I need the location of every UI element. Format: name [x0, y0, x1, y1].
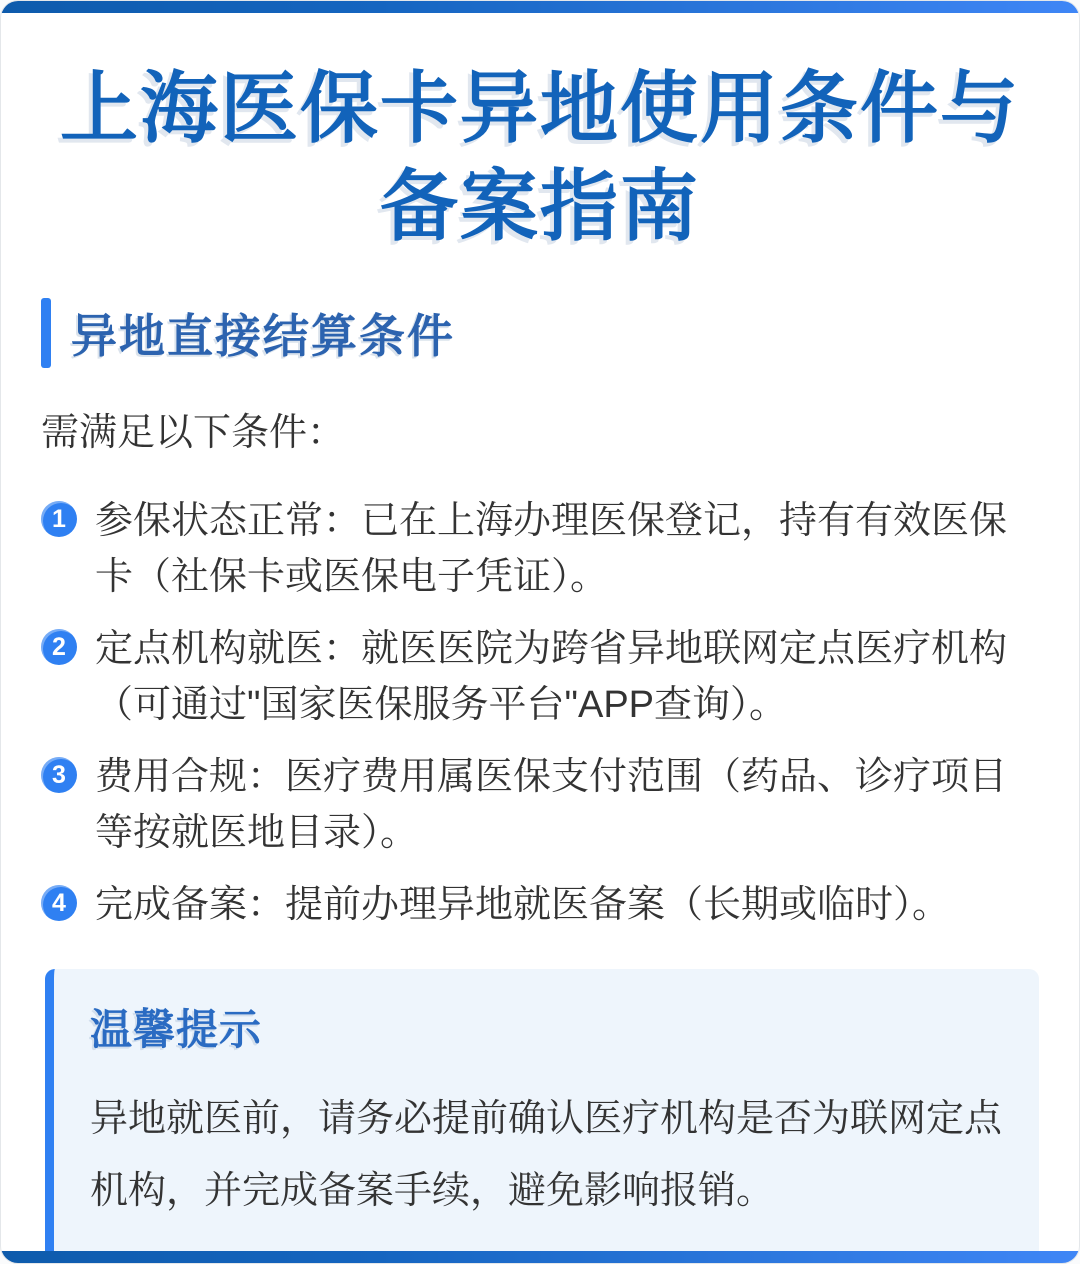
intro-text: 需满足以下条件：: [41, 411, 346, 454]
tip-body-text: 异地就医前，请务必提前确认医疗机构是否为联网定点机构，并完成备案手续，避免影响报销。: [90, 1098, 1003, 1213]
number-4-badge: 4: [41, 885, 77, 921]
list-item-text: 费用合规：医疗费用属医保支付范围（药品、诊疗项目等按就医地目录）。: [95, 756, 1008, 855]
list-item-text: 参保状态正常：已在上海办理医保登记，持有有效医保卡（社保卡或医保电子凭证）。: [95, 500, 1008, 599]
number-2-badge: 2: [41, 629, 77, 665]
tip-callout-box: [45, 969, 1039, 1264]
page-title-line2: 备案指南: [379, 162, 700, 251]
section-header: [41, 298, 1039, 368]
tip-title: 温馨提示: [90, 1006, 263, 1054]
card-content: [1, 13, 1079, 1251]
page-title: [41, 59, 1039, 256]
list-item: [41, 877, 1039, 933]
list-item-text: 定点机构就医：就医医院为跨省异地联网定点医疗机构（可通过"国家医保服务平台"APP查询）。: [95, 628, 1008, 727]
condition-list: [41, 493, 1039, 933]
top-accent-bar: [1, 1, 1079, 13]
list-item: [41, 493, 1039, 605]
page-title-line1: 上海医保卡异地使用条件与: [59, 64, 1020, 152]
section-accent-bar: [41, 298, 51, 368]
list-item: [41, 749, 1039, 861]
number-1-badge: 1: [41, 501, 77, 537]
list-item-text: 完成备案：提前办理异地就医备案（长期或临时）。: [95, 884, 951, 927]
list-item: [41, 621, 1039, 733]
section-title: 异地直接结算条件: [71, 309, 455, 362]
bottom-accent-bar: [1, 1251, 1079, 1263]
number-3-badge: 3: [41, 757, 77, 793]
